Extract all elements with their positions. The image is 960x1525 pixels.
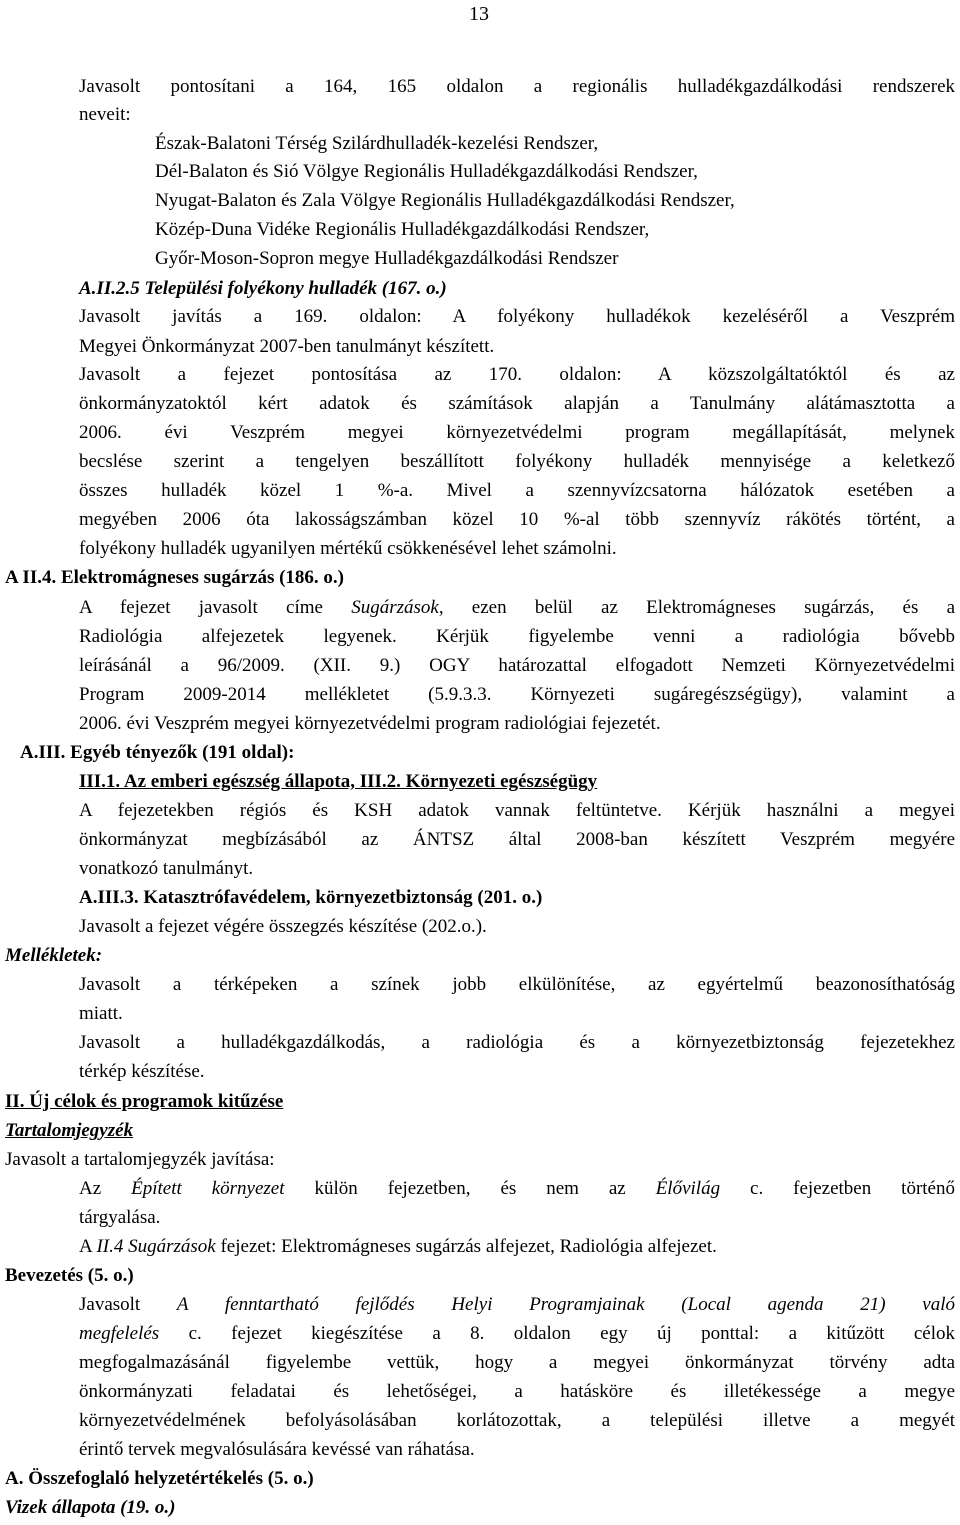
paragraph-line: neveit: bbox=[79, 104, 131, 125]
paragraph-line: Program 2009-2014 mellékletet (5.9.3.3. Környezeti sugáregészségügy), valamint a bbox=[79, 684, 955, 705]
paragraph-line: 2006. évi Veszprém megyei környezetvédelmi program megállapítását, melynek bbox=[79, 422, 955, 443]
paragraph-line: Javasolt a tartalomjegyzék javítása: bbox=[5, 1149, 275, 1170]
paragraph-line: vonatkozó tanulmányt. bbox=[79, 858, 254, 879]
paragraph-line: önkormányzat megbízásából az ÁNTSZ által 2008-ban készített Veszprém megyére bbox=[79, 829, 955, 850]
section-heading: A.III. Egyéb tényezők (191 oldal): bbox=[20, 742, 295, 763]
section-heading: A. Összefoglaló helyzetértékelés (5. o.) bbox=[5, 1468, 314, 1489]
paragraph-line: Az Épített környezet külön fejezetben, és nem az Élővilág c. fejezetben történő bbox=[79, 1178, 955, 1199]
paragraph-line: megfelelés c. fejezet kiegészítése a 8. oldalon egy új ponttal: a kitűzött célok bbox=[79, 1323, 955, 1344]
paragraph-line: tárgyalása. bbox=[79, 1207, 161, 1228]
paragraph-line: önkormányzati feladatai és lehetőségei, a hatásköre és illetékessége a megye bbox=[79, 1381, 955, 1402]
paragraph-line: A fejezet javasolt címe Sugárzások, ezen belül az Elektromágneses sugárzás, és a bbox=[79, 597, 956, 618]
paragraph-line: környezetvédelmének befolyásolásában korlátozottak, a települési illetve a megyét bbox=[79, 1410, 955, 1431]
section-heading: Tartalomjegyzék bbox=[5, 1120, 134, 1141]
paragraph-line: A II.4 Sugárzások fejezet: Elektromágneses sugárzás alfejezet, Radiológia alfejezet. bbox=[79, 1236, 717, 1257]
section-heading: A.II.2.5 Települési folyékony hulladék (167. o.) bbox=[79, 278, 447, 299]
section-heading: Mellékletek: bbox=[5, 945, 103, 966]
paragraph-line: Javasolt A fenntartható fejlődés Helyi Programjainak (Local agenda 21) való bbox=[79, 1294, 955, 1315]
subsection-heading: A.III.3. Katasztrófavédelem, környezetbiztonság (201. o.) bbox=[79, 887, 543, 908]
list-item: Nyugat-Balaton és Zala Völgye Regionális Hulladékgazdálkodási Rendszer, bbox=[155, 190, 735, 211]
paragraph-line: megfogalmazásánál figyelembe vettük, hogy a megyei önkormányzat törvény adta bbox=[79, 1352, 955, 1373]
paragraph-line: érintő tervek megvalósulására kevéssé van ráhatása. bbox=[79, 1439, 475, 1460]
paragraph-line: becslése szerint a tengelyen beszállított folyékony hulladék mennyisége a keletkező bbox=[79, 451, 955, 472]
list-item: Győr-Moson-Sopron megye Hulladékgazdálkodási Rendszer bbox=[155, 248, 619, 269]
subsection-heading: Vizek állapota (19. o.) bbox=[5, 1497, 176, 1518]
paragraph-line: leírásánál a 96/2009. (XII. 9.) OGY határozattal elfogadott Nemzeti Környezetvédelmi bbox=[79, 655, 955, 676]
list-item: Dél-Balaton és Sió Völgye Regionális Hulladékgazdálkodási Rendszer, bbox=[155, 161, 698, 182]
paragraph-line: Javasolt javítás a 169. oldalon: A folyékony hulladékok kezeléséről a Veszprém bbox=[79, 306, 955, 327]
paragraph-line: Javasolt a fejezet végére összegzés készítése (202.o.). bbox=[79, 916, 487, 937]
paragraph-line: Javasolt a fejezet pontosítása az 170. oldalon: A közszolgáltatóktól és az bbox=[79, 364, 955, 385]
paragraph-line: miatt. bbox=[79, 1003, 123, 1024]
paragraph-line: A fejezetekben régiós és KSH adatok vannak feltüntetve. Kérjük használni a megyei bbox=[79, 800, 955, 821]
list-item: Észak-Balatoni Térség Szilárdhulladék-kezelési Rendszer, bbox=[155, 133, 599, 154]
paragraph-line: önkormányzatoktól kért adatok és számítások alapján a Tanulmány alátámasztotta a bbox=[79, 393, 955, 414]
section-heading: A II.4. Elektromágneses sugárzás (186. o.) bbox=[5, 567, 345, 588]
paragraph-line: megyében 2006 óta lakosságszámban közel 10 %-al több szennyvíz rákötés történt, a bbox=[79, 509, 955, 530]
paragraph-line: Megyei Önkormányzat 2007-ben tanulmányt készített. bbox=[79, 336, 495, 357]
subsection-heading: III.1. Az emberi egészség állapota, III.2. Környezeti egészségügy bbox=[79, 771, 598, 792]
section-heading: Bevezetés (5. o.) bbox=[5, 1265, 134, 1286]
page-number: 13 bbox=[469, 3, 489, 25]
paragraph-line: folyékony hulladék ugyanilyen mértékű csökkenésével lehet számolni. bbox=[79, 538, 617, 559]
paragraph-line: Radiológia alfejezetek legyenek. Kérjük figyelembe venni a radiológia bővebb bbox=[79, 626, 955, 647]
paragraph-line: Javasolt a térképeken a színek jobb elkülönítése, az egyértelmű beazonosíthatóság bbox=[79, 974, 955, 995]
paragraph-line: Javasolt a hulladékgazdálkodás, a radiológia és a környezetbiztonság fejezetekhez bbox=[79, 1032, 955, 1053]
chapter-heading: II. Új célok és programok kitűzése bbox=[5, 1091, 284, 1112]
paragraph-line: összes hulladék közel 1 %-a. Mivel a szennyvízcsatorna hálózatok esetében a bbox=[79, 480, 955, 501]
paragraph-line: 2006. évi Veszprém megyei környezetvédelmi program radiológiai fejezetét. bbox=[79, 713, 661, 734]
paragraph-line: térkép készítése. bbox=[79, 1061, 205, 1082]
list-item: Közép-Duna Vidéke Regionális Hulladékgazdálkodási Rendszer, bbox=[155, 219, 650, 240]
paragraph-line: Javasolt pontosítani a 164, 165 oldalon a regionális hulladékgazdálkodási rendszerek bbox=[79, 76, 955, 97]
